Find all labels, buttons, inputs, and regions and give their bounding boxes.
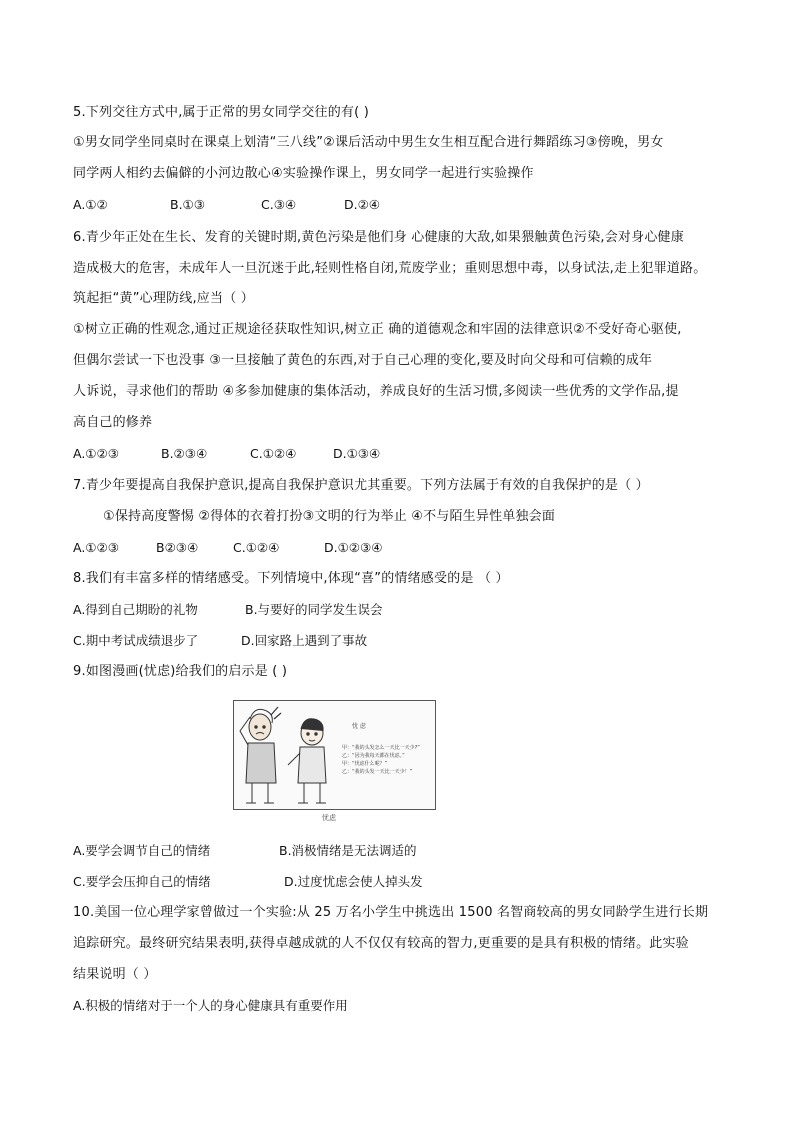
cartoon-dialogue bbox=[342, 744, 420, 776]
q10-stem-line2: 追踪研究。最终研究结果表明,获得卓越成就的人不仅仅有较高的智力,更重要的是具有积极的情绪。此实验 bbox=[73, 936, 689, 951]
q8-option-a: A.得到自己期盼的礼物 bbox=[73, 602, 198, 617]
q7-option-c: C.①②④ bbox=[233, 540, 280, 555]
cartoon-old-man bbox=[240, 707, 281, 803]
cartoon-caption: 忧虑 bbox=[322, 814, 336, 822]
q5-stem: 5.下列交往方式中,属于正常的男女同学交往的有( ) bbox=[73, 105, 370, 120]
q5-body-line1: ①男女同学坐同桌时在课桌上划清“三八线”②课后活动中男生女生相互配合进行舞蹈练习③傍晚，男女 bbox=[73, 135, 664, 150]
cartoon-young-man bbox=[288, 719, 326, 803]
q10-option-a: A.积极的情绪对于一个人的身心健康具有重要作用 bbox=[73, 998, 348, 1013]
q6-body-line3: 人诉说，寻求他们的帮助 ④多参加健康的集体活动，养成良好的生活习惯,多阅读一些优秀的文学作品,提 bbox=[73, 384, 679, 399]
q8-option-b: B.与要好的同学发生误会 bbox=[245, 602, 383, 617]
q6-option-a: A.①②③ bbox=[73, 446, 119, 461]
q6-stem-line3: 筑起拒“黄”心理防线,应当（ ） bbox=[73, 291, 254, 306]
q6-option-b: B.②③④ bbox=[161, 446, 208, 461]
q7-option-a: A.①②③ bbox=[73, 540, 119, 555]
q9-option-a: A.要学会调节自己的情绪 bbox=[73, 843, 211, 858]
q6-options bbox=[73, 445, 380, 463]
q8-options-row1 bbox=[73, 601, 383, 619]
q7-option-b: B②③④ bbox=[156, 540, 199, 555]
cartoon-dialogue-line1: 甲：“我的头发怎么一天比一天少?” bbox=[342, 745, 420, 751]
q5-body-line2: 同学两人相约去偏僻的小河边散心④实验操作课上，男女同学一起进行实验操作 bbox=[73, 166, 534, 181]
q9-option-c: C.要学会压抑自己的情绪 bbox=[73, 874, 211, 889]
cartoon-dialogue-line4: 乙：“我的头发一天比一天少！” bbox=[342, 769, 413, 775]
q9-options-row1 bbox=[73, 842, 417, 860]
q5-option-d: D.②④ bbox=[344, 197, 381, 212]
q6-body-line2: 但偶尔尝试一下也没事 ③一旦接触了黄色的东西,对于自己心理的变化,要及时向父母和可信赖的成年 bbox=[73, 353, 653, 368]
cartoon-dialogue-line2: 乙：“因为我每天都在忧虑。” bbox=[342, 753, 405, 759]
q7-body: ①保持高度警惕 ②得体的衣着打扮③文明的行为举止 ④不与陌生异性单独会面 bbox=[103, 509, 556, 524]
q6-option-d: D.①③④ bbox=[333, 446, 381, 461]
q8-stem: 8.我们有丰富多样的情绪感受。下列情境中,体现“喜”的情绪感受的是 （ ） bbox=[73, 571, 509, 586]
q8-option-c: C.期中考试成绩退步了 bbox=[73, 633, 199, 648]
q7-options bbox=[73, 539, 382, 557]
q7-option-d: D.①②③④ bbox=[324, 540, 383, 555]
q10-stem-line1: 10.美国一位心理学家曾做过一个实验:从 25 万名小学生中挑选出 1500 名智商较高的男女同龄学生进行长期 bbox=[73, 905, 709, 920]
q8-option-d: D.回家路上遇到了事故 bbox=[241, 633, 368, 648]
q9-option-d: D.过度忧虑会使人掉头发 bbox=[284, 874, 423, 889]
worry-cartoon bbox=[233, 700, 436, 810]
q5-option-c: C.③④ bbox=[261, 197, 297, 212]
cartoon-title: 忧 虑 bbox=[352, 723, 366, 730]
q5-options bbox=[73, 196, 380, 214]
q10-stem-line3: 结果说明（ ） bbox=[73, 967, 157, 982]
q6-option-c: C.①②④ bbox=[250, 446, 297, 461]
q8-options-row2 bbox=[73, 632, 367, 650]
q5-option-a: A.①② bbox=[73, 197, 108, 212]
q6-stem-line2: 造成极大的危害，未成年人一旦沉迷于此,轻则性格自闭,荒废学业；重则思想中毒，以身试法,走上犯罪道路。 bbox=[73, 261, 707, 276]
q9-option-b: B.消极情绪是无法调适的 bbox=[279, 843, 417, 858]
q7-stem: 7.青少年要提高自我保护意识,提高自我保护意识尤其重要。下列方法属于有效的自我保护的是（ ） bbox=[73, 478, 649, 493]
q6-stem-line1: 6.青少年正处在生长、发育的关键时期,黄色污染是他们身 心健康的大敌,如果猥触黄色污染,会对身心健康 bbox=[73, 230, 684, 245]
q6-body-line1: ①树立正确的性观念,通过正规途径获取性知识,树立正 确的道德观念和牢固的法律意识②不受好奇心驱使, bbox=[73, 322, 682, 337]
q5-option-b: B.①③ bbox=[170, 197, 205, 212]
cartoon-dialogue-line3: 甲：“忧虑什么呢？” bbox=[342, 761, 388, 767]
q9-stem: 9.如图漫画(忧虑)给我们的启示是 ( ) bbox=[73, 664, 288, 679]
q9-options-row2 bbox=[73, 873, 423, 891]
q6-body-line4: 高自己的修养 bbox=[73, 415, 153, 430]
